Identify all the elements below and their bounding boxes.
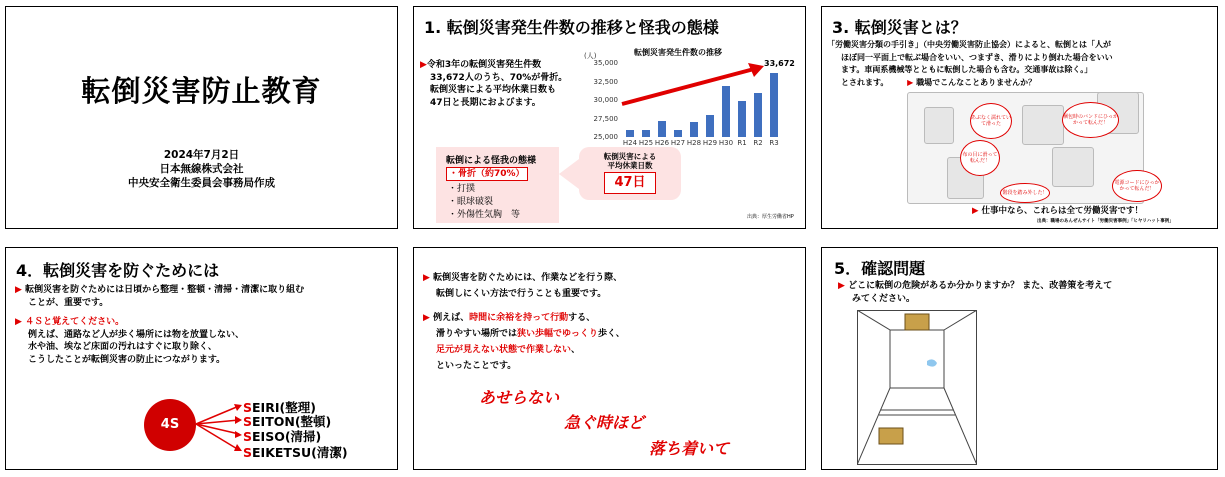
- injury-item: ・外傷性気胸 等: [448, 210, 521, 220]
- speech-bubble: 階段を踏み外した！: [1000, 183, 1050, 203]
- 4s-item-seiri: SEIRI(整理): [243, 400, 316, 415]
- source-note: 出典：職場のあんぜんサイト「労働災害事例」「ヒヤリハット事例」: [1037, 219, 1174, 224]
- avg-label: 転倒災害による: [603, 152, 657, 161]
- y-tick-label: 27,500: [593, 114, 618, 123]
- triangle-icon: ▶: [15, 317, 22, 327]
- bullet-text: ▶ 転倒災害を防ぐためには日頃から整理・整頓・清掃・清潔に取り組む ことが、重要です。 ▶ ４Ｓと覚えてください。 例えば、通路など人が歩く場所には物を放置しない、 水や油、埃など床面の汚れはすぐに取り除く、 こうしたことが転倒災害の防止につながります。: [15, 285, 305, 365]
- question-text: ▶ どこに転倒の危険があるか分かりますか？ また、改善策を考えて みてください。: [838, 281, 1113, 304]
- x-tick-label: H29: [702, 139, 718, 147]
- slide-quiz[interactable]: [821, 247, 1218, 470]
- slide-definition[interactable]: [821, 6, 1218, 229]
- triangle-icon: ▶: [972, 206, 979, 216]
- speech-bubble: 布の目に滑って転んだ！: [960, 140, 1000, 176]
- y-tick-label: 35,000: [593, 59, 618, 67]
- x-tick-label: H25: [638, 139, 654, 147]
- chart-bar: [642, 130, 650, 137]
- slogan-text: 落ち着いて: [649, 439, 730, 458]
- author-name: 中央安全衛生委員会事務局作成: [128, 177, 275, 189]
- chart-bar: [674, 130, 682, 137]
- chart-bar: [658, 121, 666, 137]
- slide-methods[interactable]: [413, 247, 806, 470]
- triangle-icon: ▶: [15, 285, 22, 295]
- y-tick-label: 32,500: [593, 77, 618, 86]
- slide-trend[interactable]: [413, 6, 806, 229]
- slide-title: 1. 転倒災害発生件数の推移と怪我の態様: [424, 18, 719, 37]
- slide-title: 5．確認問題: [834, 259, 926, 278]
- speech-bubble: 梱包時のバンドにひっかかって転んだ！: [1062, 102, 1119, 138]
- chart-bar: [706, 115, 714, 137]
- x-tick-label: R1: [737, 139, 747, 147]
- summary-text: ▶令和3年の転倒災害発生件数 33,672人のうち、70%が骨折。 転倒災害による平均休業日数も 47日と長期におよびます。: [420, 60, 568, 108]
- injury-item: ・骨折（約70%）: [446, 167, 528, 181]
- x-tick-label: H24: [622, 139, 638, 147]
- triangle-icon: ▶: [420, 60, 427, 70]
- slogan-text: あせらない: [479, 388, 560, 407]
- triangle-icon: ▶: [907, 77, 914, 87]
- speech-bubble: 電源コードにひっかかって転んだ！: [1112, 170, 1162, 202]
- branch-arrows: [194, 398, 244, 458]
- 4s-item-seiso: SEISO(清掃): [243, 429, 322, 444]
- avg-days-box: [579, 147, 681, 200]
- 4s-item-seiton: SEITON(整頓): [243, 414, 332, 429]
- slide-prevention[interactable]: [5, 247, 398, 470]
- person-illustration: [1052, 147, 1094, 187]
- 4s-circle: 4S: [144, 399, 196, 451]
- source-note: 出典：厚生労働省HP: [747, 214, 794, 220]
- avg-value: 47日: [604, 172, 656, 194]
- injury-item: ・眼球破裂: [448, 197, 494, 207]
- corridor-illustration: [857, 310, 977, 465]
- chart-bar: [626, 130, 634, 137]
- slide-title[interactable]: [5, 6, 398, 229]
- callout-pointer: [559, 159, 579, 189]
- x-tick-label: H28: [686, 139, 702, 147]
- chart-title: 転倒災害発生件数の推移: [634, 48, 722, 57]
- presentation-date: 2024年7月2日: [163, 149, 240, 161]
- triangle-icon: ▶: [838, 281, 845, 291]
- avg-label: 平均休業日数: [607, 161, 653, 170]
- conclusion-text: ▶ 仕事中なら、これらは全て労働災害です！: [972, 206, 1144, 216]
- slogan-text: 急ぐ時ほど: [564, 413, 645, 432]
- chart-ylabel: (人): [584, 52, 597, 60]
- x-tick-label: H30: [718, 139, 734, 147]
- y-tick-label: 30,000: [593, 96, 618, 104]
- triangle-icon: ▶: [423, 273, 430, 283]
- bar-chart: [574, 47, 799, 147]
- company-name: 日本無線株式会社: [159, 163, 244, 175]
- triangle-icon: ▶: [423, 313, 430, 323]
- trend-arrow: [614, 59, 774, 109]
- chart-annotation: 33,672: [764, 59, 795, 68]
- slide-title: 4．転倒災害を防ぐためには: [16, 261, 220, 280]
- speech-bubble: あぶなく濡れていて滑った: [970, 103, 1012, 139]
- slide-title: 3. 転倒災害とは？: [832, 18, 967, 37]
- injury-item: ・打撲: [448, 184, 476, 194]
- bullet-text: ▶ 転倒災害を防ぐためには、作業などを行う際、 転倒しにくい方法で行うことも重要です。 ▶ 例えば、時間に余裕を持って行動する、 滑りやすい場所では狭い歩幅でゆっくり歩く、 足元が見えない状態で作業しない、 といったことです。: [423, 273, 625, 371]
- injury-box: [436, 147, 559, 223]
- definition-text: 「労働災害分類の手引き」（中央労働災害防止協会）によると、転倒とは「人が ほぼ同一平面上で転ぶ場合をいい、つまずき、滑りにより倒れた場合をいい ます。車両系機械等とともに転倒した場合も含む。交通事故は除く。」 とされます。 ▶ 職場でこんなことありませんか？: [827, 40, 1113, 87]
- person-illustration: [924, 107, 954, 144]
- x-tick-label: H26: [654, 139, 670, 147]
- chart-bar: [690, 122, 698, 137]
- y-tick-label: 25,000: [593, 133, 618, 141]
- 4s-item-seiketsu: SEIKETSU(清潔): [243, 445, 348, 460]
- person-illustration: [1022, 105, 1064, 145]
- presentation-title: 転倒災害防止教育: [81, 74, 322, 108]
- x-tick-label: H27: [670, 139, 686, 147]
- injury-title: 転倒による怪我の態様: [446, 156, 537, 166]
- x-tick-label: R2: [753, 139, 763, 147]
- x-tick-label: R3: [769, 139, 779, 147]
